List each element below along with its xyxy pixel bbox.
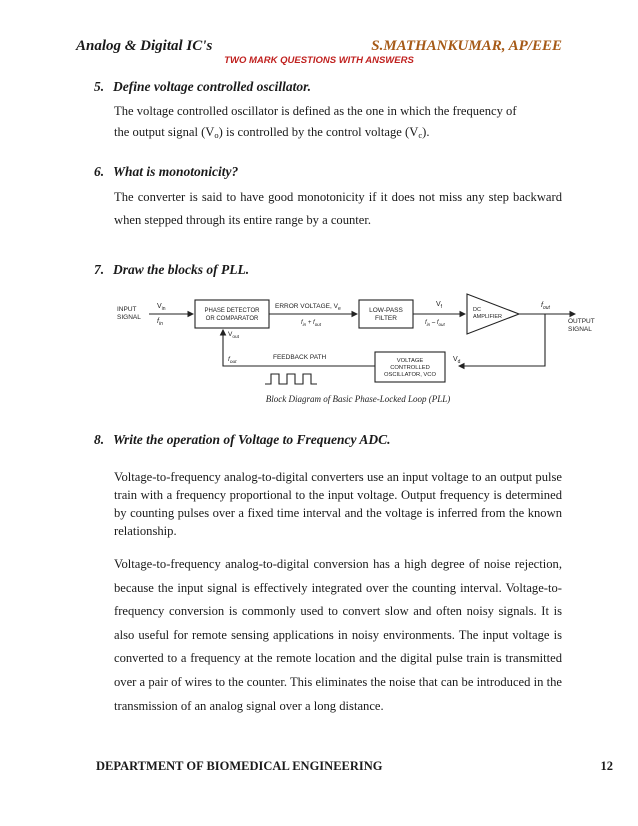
question-5-number: 5. (94, 79, 105, 94)
footer-department: DEPARTMENT OF BIOMEDICAL ENGINEERING (96, 759, 383, 773)
dc-amp-line1: DC (473, 307, 481, 313)
question-5 (94, 79, 311, 95)
answer-5 (114, 101, 562, 146)
header-author: S.MATHANKUMAR, AP/EEE (371, 38, 562, 54)
diagram-caption: Block Diagram of Basic Phase-Locked Loop (PLL) (265, 394, 451, 404)
question-6-title: What is monotonicity? (113, 164, 239, 179)
header-course-title: Analog & Digital IC's (76, 38, 213, 54)
vco-line2: CONTROLLED (390, 365, 430, 371)
error-voltage-label: ERROR VOLTAGE, $V_e$ (275, 303, 341, 312)
vco-line1: VOLTAGE (396, 358, 424, 364)
question-7 (94, 262, 249, 278)
fsum-label: $f_{in} + f_{out}$ (301, 320, 321, 327)
question-8 (94, 432, 391, 448)
vf-label: $V_f$ (436, 301, 443, 310)
answer-5-sub-o: o (214, 130, 219, 140)
vout-label: $V_{out}$ (228, 331, 240, 340)
question-8-number: 8. (94, 432, 105, 447)
question-6-number: 6. (94, 164, 105, 179)
dc-amp-line2: AMPLIFIER (473, 314, 503, 320)
question-8-title: Write the operation of Voltage to Frequency ADC. (113, 432, 391, 447)
phase-detector-line2: OR COMPARATOR (205, 316, 259, 322)
pll-block-diagram (113, 286, 603, 410)
input-label-line1: INPUT (117, 306, 137, 313)
vd-label: $V_d$ (453, 356, 461, 365)
answer-8-paragraph-2: Voltage-to-frequency analog-to-digital conversion has a high degree of noise rejection, because the input signal is effectively integrated over the counting interval. Voltage-to-frequency conversion is commonly used to convert slow and often noisy signals. It is also useful for remote sensing applications in noisy environments. The input voltage is converted to a frequency at the remote location and the digital pulse train is transmitted over a pair of wires to the counter. This eliminates the noise that can be introduced in the transmission of an analog signal over a long distance. (114, 557, 562, 713)
output-label-line2: SIGNAL (568, 326, 592, 333)
answer-5-line1: The voltage controlled oscillator is defined as the one in which the frequency of (114, 104, 517, 118)
feedback-path-label: FEEDBACK PATH (273, 354, 327, 361)
answer-5-text-a: the output signal (V (114, 125, 215, 139)
answer-5-text-c: ). (422, 125, 430, 139)
input-label-line2: SIGNAL (117, 314, 141, 321)
page-number: 12 (600, 759, 613, 773)
lpf-line2: FILTER (375, 315, 397, 322)
lpf-line1: LOW-PASS (369, 307, 403, 314)
vin-label: $V_{in}$ (157, 303, 166, 312)
phase-detector-line1: PHASE DETECTOR (204, 308, 260, 314)
fout2-label: $f_{out}$ (228, 356, 237, 365)
fout-label: $f_{out}$ (541, 302, 550, 311)
question-6 (94, 164, 238, 180)
question-7-number: 7. (94, 262, 105, 277)
answer-5-sub-c: c (418, 130, 423, 140)
answer-5-text-b: ) is controlled by the control voltage (V (218, 125, 419, 139)
answer-8-paragraph-1: Voltage-to-frequency analog-to-digital converters use an input voltage to an output pulse train with a frequency proportional to the input voltage. Output frequency is determined by counting pulses over a fixed time interval and the voltage is inferred from the known relationship. (114, 470, 562, 538)
fin-label: $f_{in}$ (157, 318, 163, 327)
question-5-title: Define voltage controlled oscillator. (113, 79, 311, 94)
output-label-line1: OUTPUT (568, 318, 595, 325)
answer-6: The converter is said to have good monotonicity if it does not miss any step backward when stepped through its entire range by a counter. (114, 190, 562, 227)
header-subtitle: TWO MARK QUESTIONS WITH ANSWERS (224, 55, 414, 66)
vco-line3: OSCILLATOR, VCO (384, 372, 436, 378)
fdiff-label: $f_{in} - f_{out}$ (425, 320, 445, 327)
question-7-title: Draw the blocks of PLL. (113, 262, 250, 277)
